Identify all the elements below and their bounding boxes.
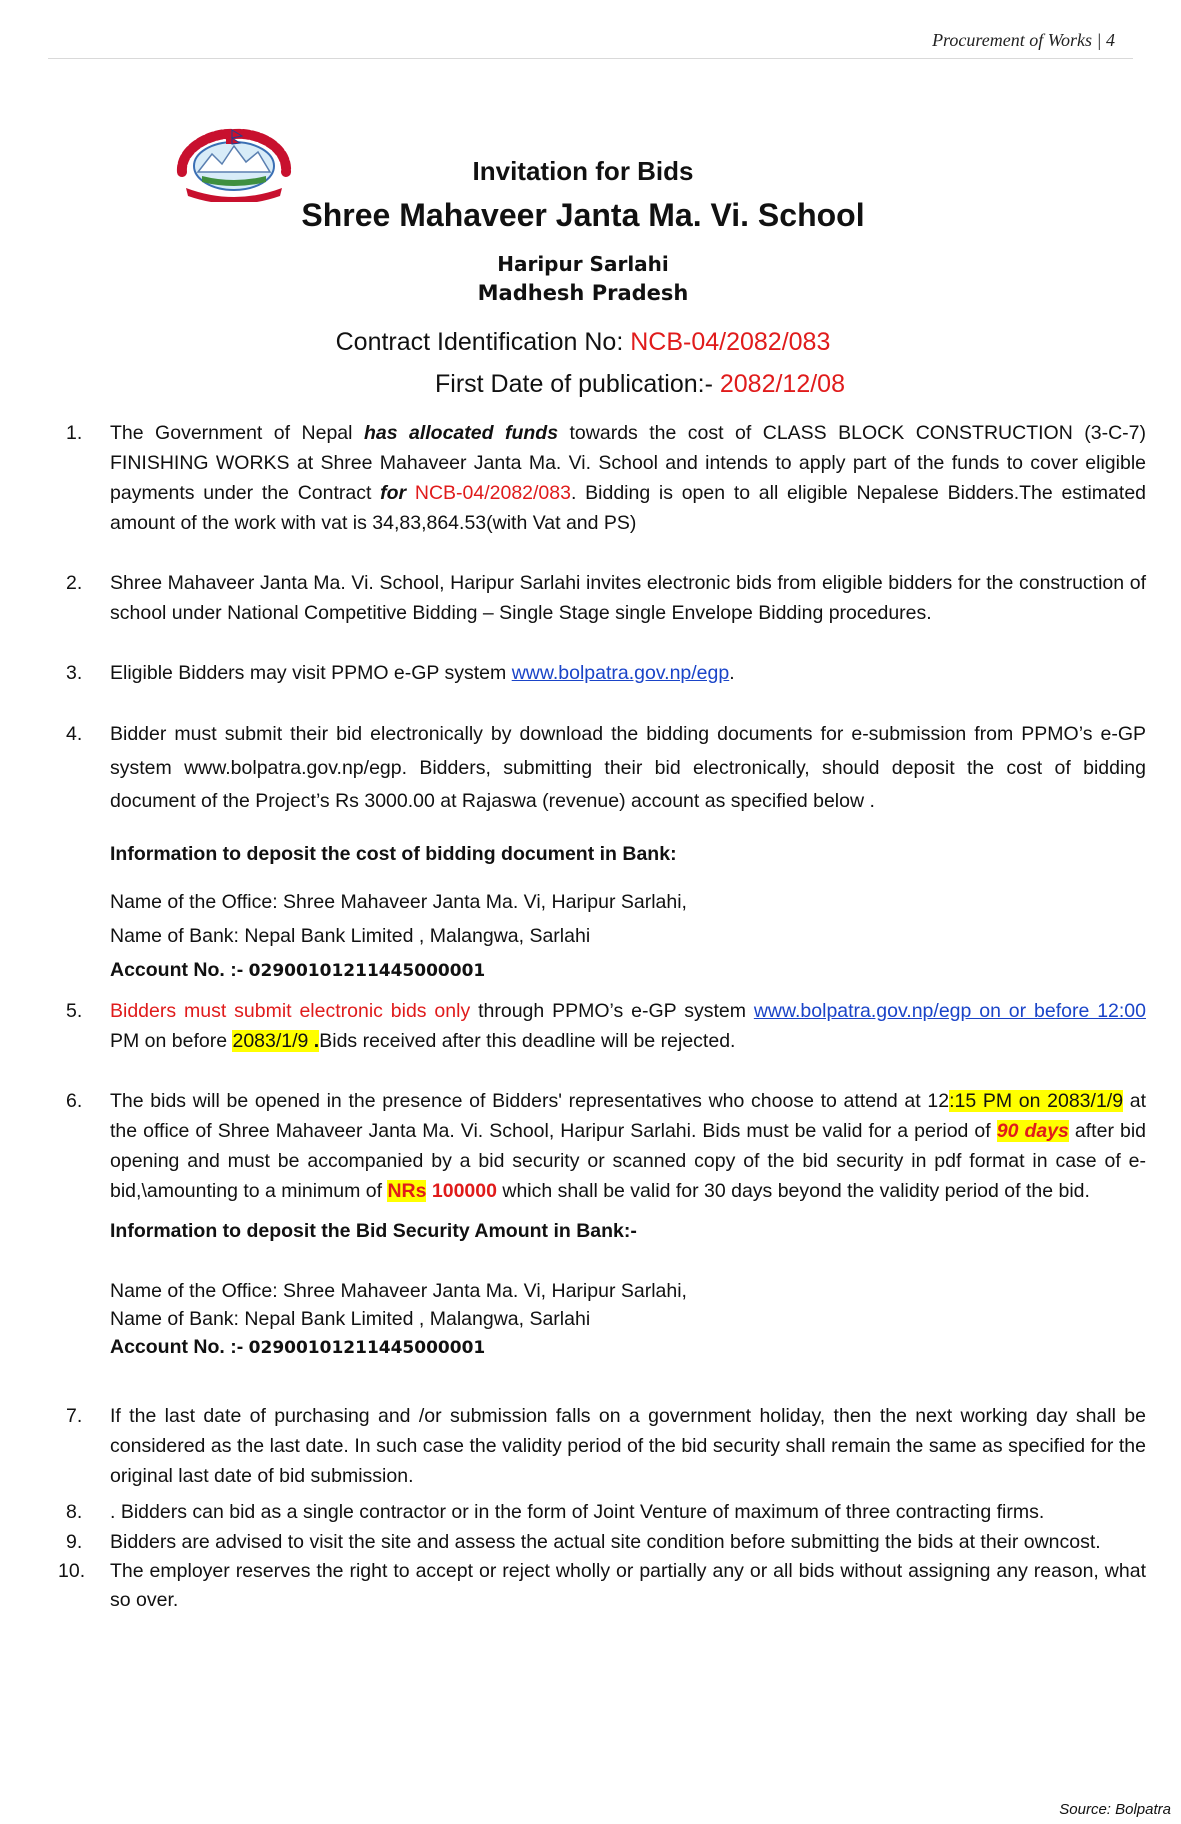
list-item-6 — [62, 1086, 1146, 1206]
submission-date: 2083/1/9 — [232, 1029, 309, 1052]
bid-conditions — [58, 418, 1147, 1615]
item-number: 5. — [66, 999, 83, 1022]
list-item-1 — [62, 418, 1146, 538]
bid-opening-time: :15 PM on 2083/1/9 — [949, 1089, 1124, 1112]
item-number: 10. — [58, 1559, 86, 1582]
validity-days: 90 days — [996, 1119, 1069, 1142]
item-text: after bid opening and must be accompanied by a bid security or scanned copy of the bid security in pdf format in case of e-bid,\amounting to a minimum of — [110, 1119, 1146, 1202]
item-text: towards the cost of CLASS BLOCK CONSTRUCTION (3-C-7) FINISHING WORKS at Shree Mahaveer Janta Ma. Vi. School and intends to apply part of the funds to cover eligible payments under the Contract — [110, 422, 1146, 504]
account-label: Account No. :- — [110, 958, 249, 981]
bid-security-bank-info — [62, 1216, 1146, 1363]
item-text: Bids received after this deadline will be rejected. — [319, 1029, 736, 1052]
item-text: Eligible Bidders may visit PPMO e-GP system — [110, 662, 512, 684]
item-text: which shall be valid for 30 days beyond the validity period of the bid. — [496, 1179, 1090, 1202]
account-label: Account No. :- — [110, 1335, 249, 1358]
item-text: PM on before — [110, 1029, 233, 1052]
list-item-4 — [62, 718, 1146, 819]
item-warning: Bidders must submit electronic bids only — [110, 999, 471, 1022]
item-text: . Bidding is open to all eligible Nepalese Bidders.The estimated amount of the work with vat is 34,83,864.53(with Vat and PS) — [110, 482, 1147, 534]
item-text: Bidder must submit their bid electronically by download the bidding documents for e-submission from PPMO’s e-GP system www.bolpatra.gov.np/egp. Bidders, submitting their bid electronically, should deposit the cost of bidding document of the Project’s Rs 3000.00 at Rajaswa (revenue) account as specified below . — [110, 723, 1146, 812]
school-province: Madhesh Pradesh — [477, 281, 689, 305]
bid-security-amount: 100000 — [426, 1179, 497, 1202]
item-text: The Government of Nepal — [110, 422, 364, 444]
document-heading: Invitation for Bids — [472, 156, 694, 186]
list-item-10 — [58, 1557, 1146, 1615]
account-number: 02900101211445000001 — [248, 1337, 486, 1358]
contract-number-inline: NCB-04/2082/083 — [406, 482, 571, 504]
publication-date-line — [0, 370, 1181, 399]
item-text: The employer reserves the right to accept or reject wholly or partially any or all bids without assigning any reason, what so over. — [110, 1559, 1146, 1611]
item-text: . — [729, 662, 735, 684]
bank-name: Name of Bank: Nepal Bank Limited , Malangwa, Sarlahi — [110, 1307, 591, 1330]
item-number: 6. — [66, 1089, 83, 1112]
item-text: . Bidders can bid as a single contractor or in the form of Joint Venture of maximum of three contracting firms. — [110, 1500, 1045, 1523]
list-item-2 — [62, 568, 1146, 628]
item-number: 1. — [66, 422, 83, 444]
item-number: 8. — [66, 1500, 83, 1523]
item-number: 7. — [66, 1404, 83, 1427]
bank-info-heading: Information to deposit the cost of bidding document in Bank: — [110, 842, 677, 865]
account-number-line — [110, 1332, 1146, 1363]
item-text: at the office of Shree Mahaveer Janta Ma. Vi. School, Haripur Sarlahi. Bids must be valid for a period of — [110, 1089, 1146, 1142]
currency-label: NRs — [387, 1179, 427, 1202]
page-header-text: Procurement of Works | 4 — [932, 30, 1115, 50]
office-name: Name of the Office: Shree Mahaveer Janta Ma. Vi, Haripur Sarlahi, — [110, 890, 687, 913]
list-item-7 — [62, 1401, 1146, 1491]
source-note: Source: Bolpatra — [1059, 1801, 1171, 1818]
account-number-line — [110, 955, 1146, 986]
page-header — [48, 24, 1133, 59]
item-text: . — [308, 1029, 320, 1052]
office-name: Name of the Office: Shree Mahaveer Janta Ma. Vi, Haripur Sarlahi, — [110, 1279, 687, 1302]
egp-link[interactable]: www.bolpatra.gov.np/egp — [511, 662, 730, 684]
contract-label: Contract Identification No: — [335, 328, 631, 356]
item-number: 9. — [66, 1530, 83, 1553]
bank-name: Name of Bank: Nepal Bank Limited , Malangwa, Sarlahi — [110, 924, 591, 947]
list-item-9 — [62, 1528, 1146, 1557]
item-emphasis: has allocated funds — [363, 422, 559, 444]
list-item-5 — [62, 996, 1146, 1056]
item-text: through PPMO’s e-GP system — [470, 999, 754, 1022]
item-text: If the last date of purchasing and /or submission falls on a government holiday, then the next working day shall be considered as the last date. In such case the validity period of the bid security shall remain the same as specified for the original last date of bid submission. — [110, 1404, 1146, 1487]
publication-label: First Date of publication:- — [435, 370, 720, 398]
item-text: Shree Mahaveer Janta Ma. Vi. School, Haripur Sarlahi invites electronic bids from eligible bidders for the construction of school under National Competitive Bidding – Single Stage single Envelope Bidding procedures. — [110, 572, 1146, 624]
bank-info-heading: Information to deposit the Bid Security Amount in Bank:- — [110, 1219, 637, 1242]
egp-deadline-link[interactable]: www.bolpatra.gov.np/egp on or before 12:00 — [753, 999, 1146, 1022]
item-emphasis: for — [380, 482, 407, 504]
item-number: 2. — [66, 572, 83, 594]
list-item-8 — [62, 1499, 1146, 1526]
school-location: Haripur Sarlahi — [497, 252, 669, 276]
account-number: 02900101211445000001 — [248, 960, 486, 981]
list-item-3 — [62, 658, 1146, 688]
contract-identification — [0, 328, 1166, 357]
publication-date: 2082/12/08 — [719, 370, 845, 398]
item-number: 3. — [66, 662, 83, 684]
school-name: Shree Mahaveer Janta Ma. Vi. School — [301, 197, 865, 233]
contract-number: NCB-04/2082/083 — [630, 328, 831, 356]
item-text: Bidders are advised to visit the site and assess the actual site condition before submitting the bids at their owncost. — [110, 1530, 1101, 1553]
item-number: 4. — [66, 723, 83, 745]
item-text: The bids will be opened in the presence of Bidders' representatives who choose to attend at 12 — [110, 1089, 950, 1112]
bidding-doc-bank-info — [62, 839, 1146, 986]
